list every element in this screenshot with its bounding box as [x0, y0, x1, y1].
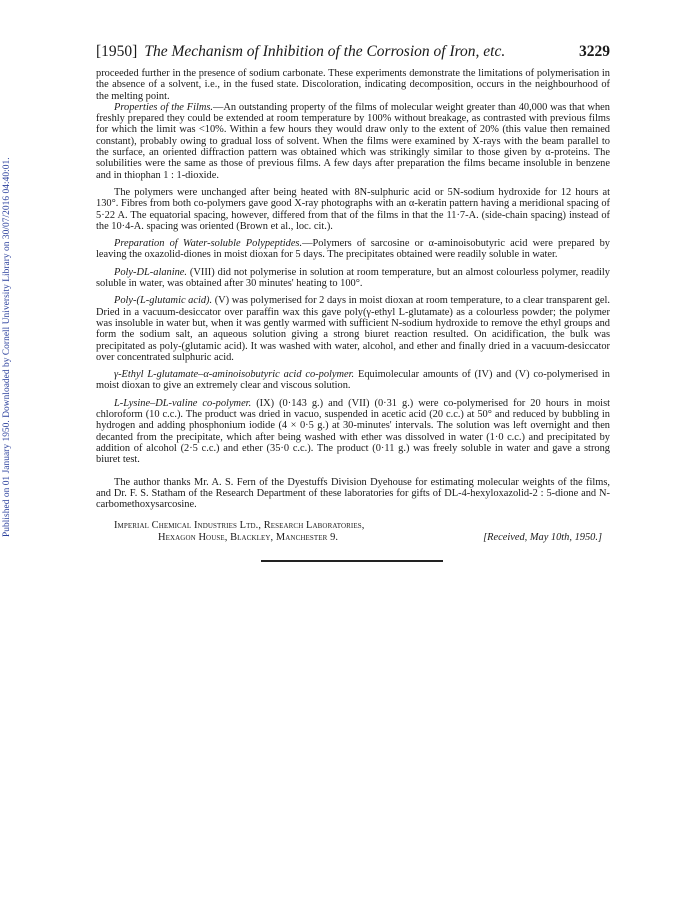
paragraph-continued: proceeded further in the presence of sodium carbonate. These experiments demonstrate the limitations of polymerisation in the absence of a solvent, i.e., in the fused state. Discoloration, indicating decomposition, occurs in the neighbourhood of the melting point. — [96, 68, 610, 102]
affiliation-address: Hexagon House, Blackley, Manchester 9. — [158, 532, 339, 544]
paragraph-body: (V) was polymerised for 2 days in moist dioxan at room temperature, to a clear transparent gel. Dried in a vacuum-desiccator over paraffin wax this gave poly(γ-ethyl L-glutamate) as a colourless powder; the polymer was insoluble in water but, when it was gently warmed with sufficient N-sodium hydroxide to remove the ethyl groups and form the sodium salt, an aqueous solution giving a strong biuret reaction resulted. On acidification, the bulk was precipitated as poly-(glutamic acid). It was washed with water, alcohol, and ether and finally dried in a vacuum-desiccator over concentrated sulphuric acid. — [96, 295, 611, 363]
acknowledgements: The author thanks Mr. A. S. Fern of the Dyestuffs Division Dyehouse for estimating molecular weights of the films, and Dr. F. S. Statham of the Research Department of these laboratories for gifts of DL-4-hexyloxazolid-2 : 5-dione and N-carbomethoxysarcosine. — [96, 476, 610, 511]
page-number: 3229 — [579, 43, 610, 60]
paragraph-glutamate-copolymer — [96, 369, 610, 392]
paragraph-poly-dl-alanine — [96, 267, 610, 290]
paragraph-poly-glutamic-acid — [96, 295, 610, 363]
paragraph-water-soluble-polypeptides — [96, 238, 610, 261]
paragraph-body: —Polymers of sarcosine or α-aminoisobutyric acid were prepared by leaving the oxazolid-diones in moist dioxan for 5 days. The precipitates obtained were readily soluble in water. — [96, 238, 610, 261]
affiliation-block — [96, 520, 610, 544]
paragraph-body: —An outstanding property of the films of molecular weight greater than 40,000 was that when freshly prepared they could be extended at room temperature by 100% without breakage, as contrasted with previous films for which the limit was <10%. Within a few hours they would draw only to the extent of 20% (this value then remained constant), probably owing to gradual loss of solvent. When the films were examined by X-rays with the beam parallel to the surface, an oriented diffraction pattern was obtained which was strikingly similar to those given by α-proteins. The solubilities were the same as those of previous films. A few days after preparation the films became insoluble in benzene and in thiophan 1 : 1-dioxide. — [96, 101, 610, 181]
subsection-heading: γ-Ethyl L-glutamate–α-aminoisobutyric acid co-polymer. — [114, 369, 355, 381]
subsection-heading: Poly-DL-alanine. — [114, 266, 188, 278]
journal-year: [1950] — [96, 43, 138, 60]
affiliation-address-row — [96, 532, 610, 544]
paragraph-body: Equimolecular amounts of (IV) and (V) co-polymerised in moist dioxan to give an extremely clear and viscous solution. — [96, 369, 610, 392]
paragraph-lysine-valine-copolymer — [96, 398, 610, 466]
paragraph-body: (IX) (0·143 g.) and (VII) (0·31 g.) were co-polymerised for 20 hours in moist chloroform (10 c.c.). The product was dried in vacuo, suspended in acetic acid (20 c.c.) at 50° and reduced by bubbling in hydrogen and adding phosphonium iodide (4 × 0·5 g.) at 30-minutes' intervals. The solution was left overnight and then decanted from the precipitate, which after being washed with ether was dissolved in water (1·0 c.c.) and precipitated by addition of alcohol (2·5 c.c.) and ether (35·0 c.c.). The product (0·11 g.) was freely soluble in water and gave a strong biuret test. — [96, 397, 610, 466]
article-title: The Mechanism of Inhibition of the Corrosion of Iron, etc. — [144, 43, 506, 60]
paragraph-body: (VIII) did not polymerise in solution at room temperature, but an almost colourless polymer, readily soluble in water, was obtained after 30 minutes' heating to 100°. — [96, 266, 610, 290]
paragraph-polymer-stability: The polymers were unchanged after being heated with 8N-sulphuric acid or 5N-sodium hydroxide for 12 hours at 130°. Fibres from both co-polymers gave good X-ray photographs with an α-keratin pattern having a meridional spacing of 5·22 A. The equatorial spacing, however, differed from that of the films in that the 11·7-A. (side-chain spacing) instead of the 10·4-A. spacing was oriented (Brown et al., loc. cit.). — [96, 186, 610, 232]
end-rule — [261, 560, 443, 562]
section-heading: Preparation of Water-soluble Polypeptides. — [114, 238, 303, 250]
running-head — [96, 43, 610, 61]
paper-page — [96, 43, 610, 544]
received-date: [Received, May 10th, 1950.] — [483, 532, 602, 544]
section-heading: Properties of the Films. — [114, 101, 213, 113]
affiliation-institution: Imperial Chemical Industries Ltd., Research Laboratories, — [114, 520, 365, 532]
subsection-heading: Poly-(L-glutamic acid). — [114, 295, 213, 307]
paragraph-properties-of-films — [96, 102, 610, 181]
download-notice: Published on 01 January 1950. Downloaded by Cornell University Library on 30/07/2016 04:40:01. — [2, 157, 12, 537]
subsection-heading: L-Lysine–DL-valine co-polymer. — [114, 397, 252, 409]
